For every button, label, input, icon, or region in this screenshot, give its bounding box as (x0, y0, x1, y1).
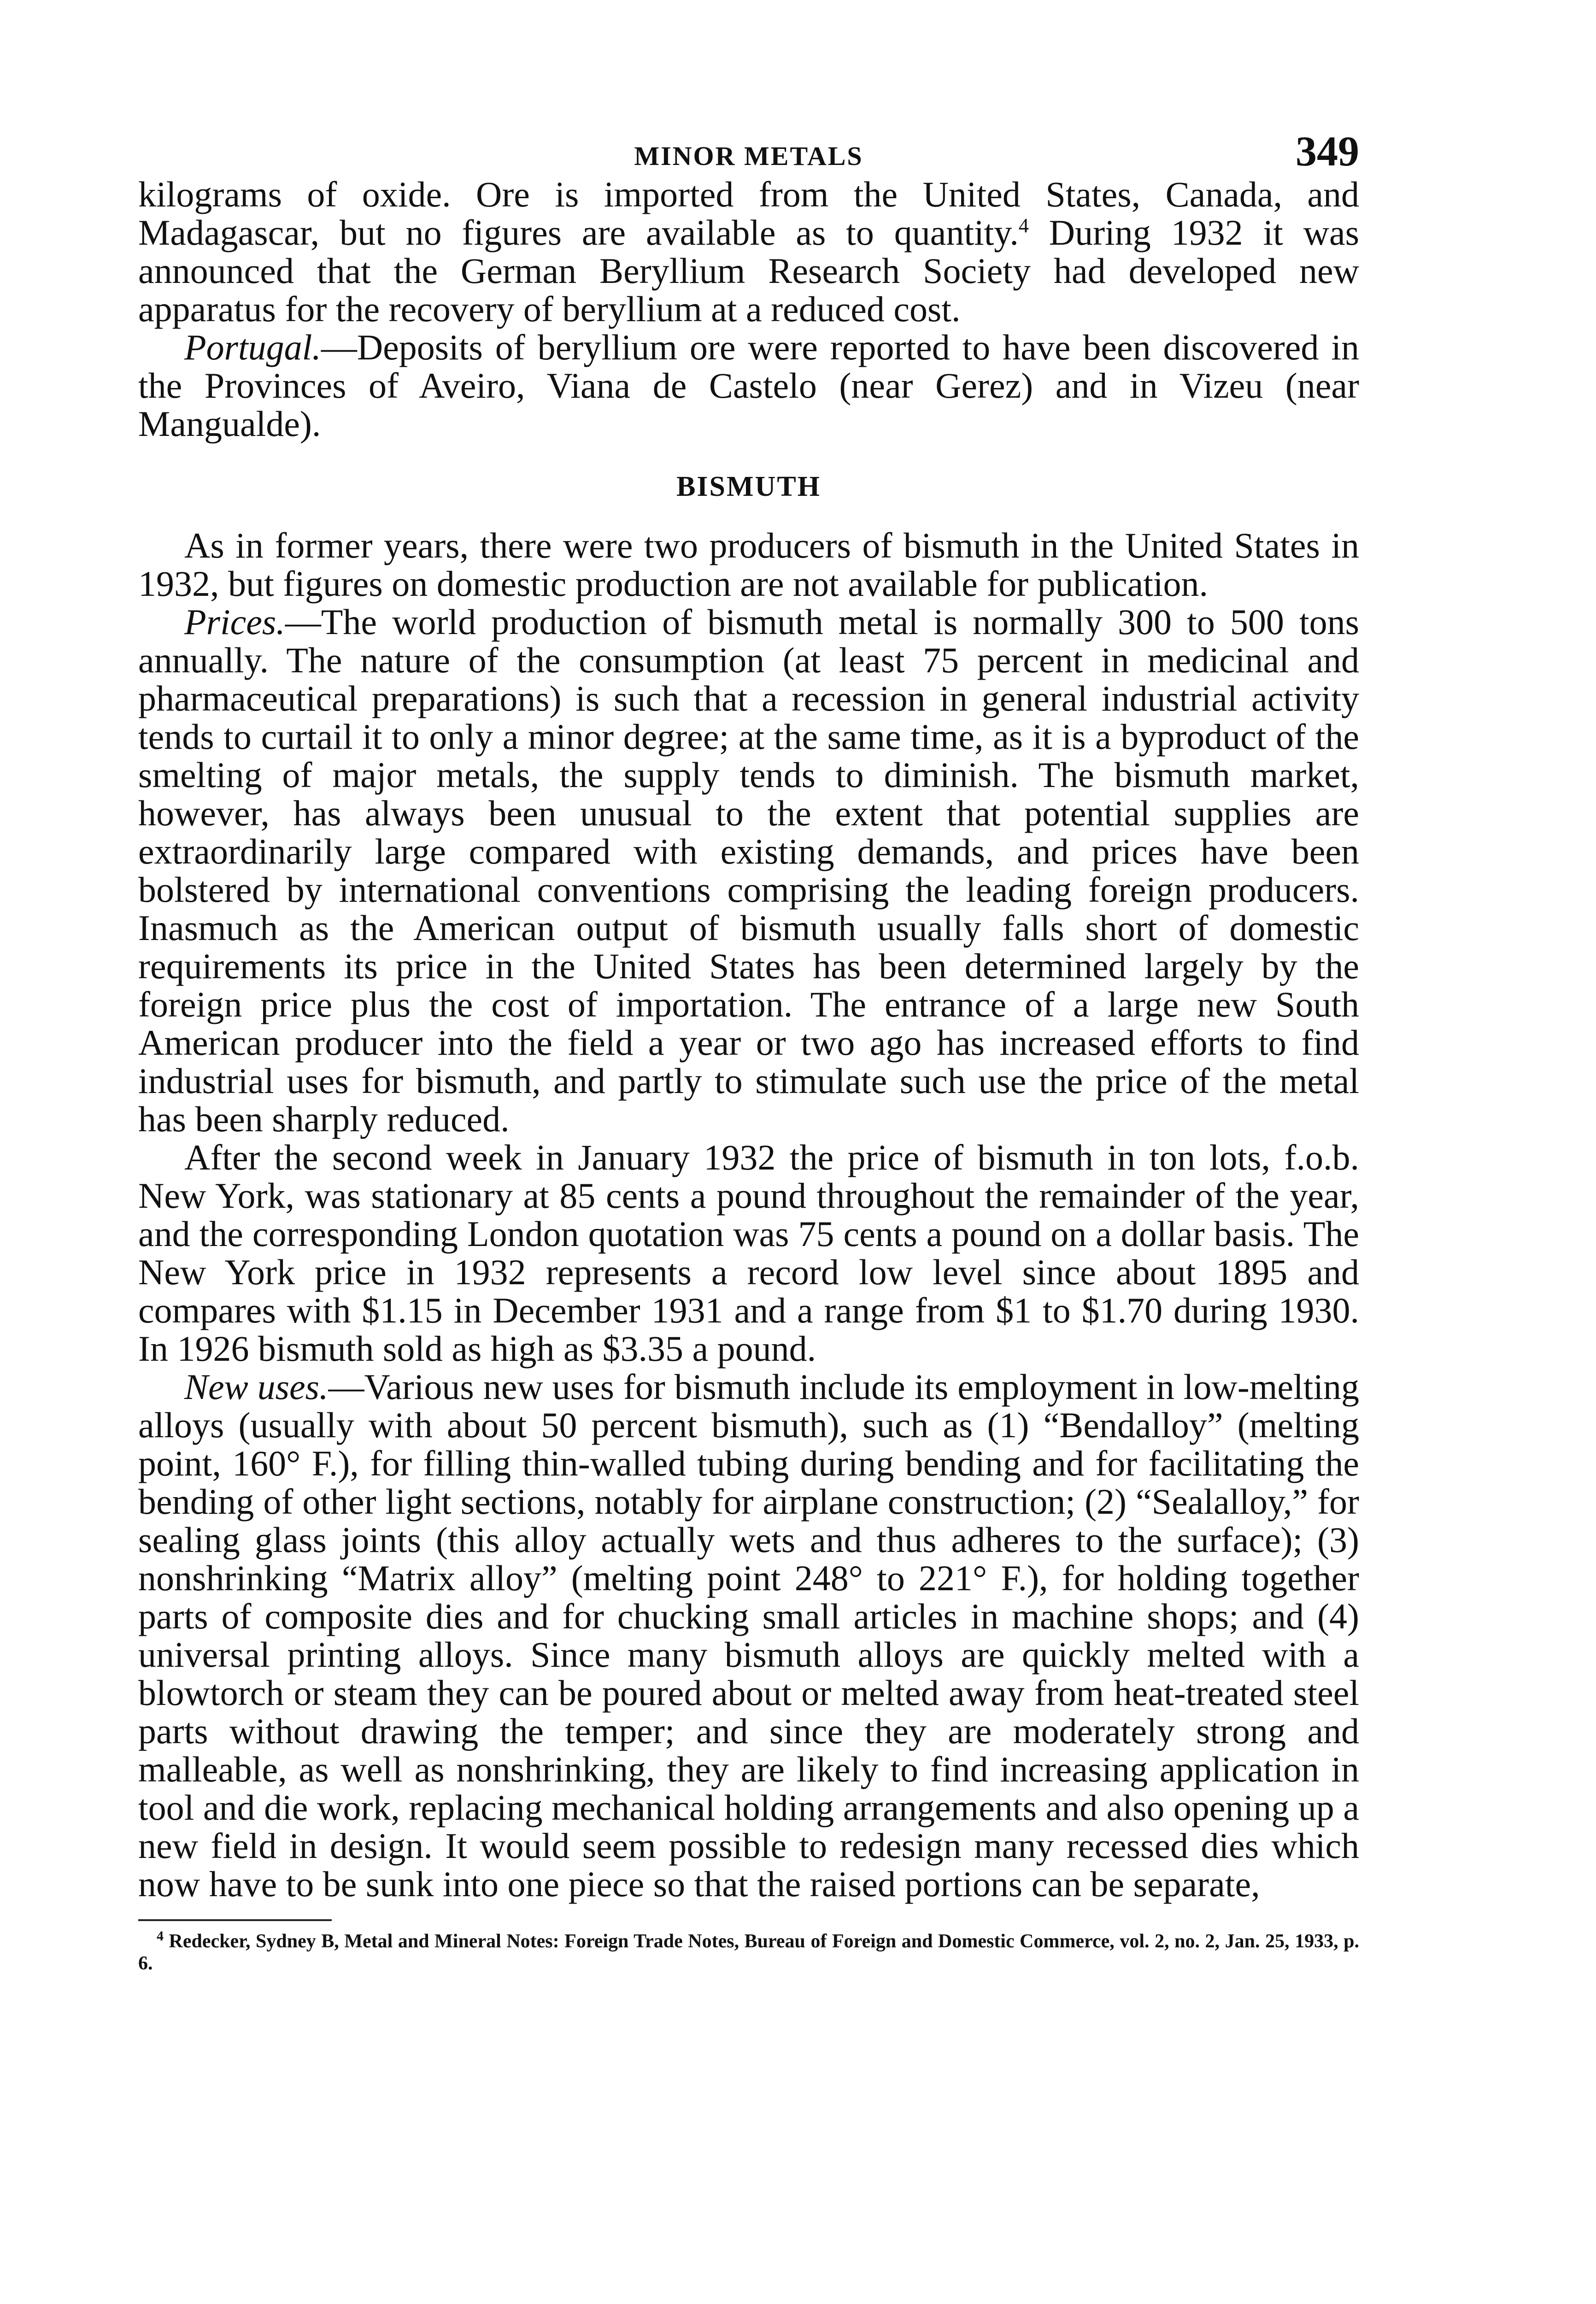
footnote-mark: 4 (157, 1928, 164, 1944)
paragraph-text: During 1932 it was announced that the German Beryllium Research Society had developed new apparatus for the recovery of beryllium at a reduced cost. (138, 212, 1359, 329)
page-number: 349 (1296, 128, 1359, 175)
running-head: MINOR METALS (634, 141, 863, 171)
paragraph-bismuth-producers (138, 526, 1359, 603)
footnote (138, 1930, 1359, 1975)
paragraph-price-1932 (138, 1138, 1359, 1368)
paragraph-new-uses (138, 1368, 1359, 1903)
paragraph-text: After the second week in January 1932 the price of bismuth in ton lots, f.o.b. New York, was stationary at 85 cents a pound throughout the remainder of the year, and the corresponding London quotation was 75 cents a pound on a dollar basis. The New York price in 1932 represents a record low level since about 1895 and compares with $1.15 in December 1931 and a range from $1 to $1.70 during 1930. In 1926 bismuth sold as high as $3.35 a pound. (138, 1137, 1359, 1369)
paragraph-text: As in former years, there were two producers of bismuth in the United States in 1932, but figures on domestic production are not available for publication. (138, 525, 1359, 604)
document-page (138, 115, 1359, 1975)
paragraph-prices (138, 603, 1359, 1138)
paragraph-text: —Deposits of beryllium ore were reported to have been discovered in the Provinces of Aveiro, Viana de Castelo (near Gerez) and in Vizeu (near Mangualde). (138, 327, 1359, 444)
body-text (138, 175, 1359, 1903)
paragraph-text: kilograms of oxide. Ore is imported from the United States, Canada, and Madagascar, but no figures are available as to quantity. (138, 174, 1359, 253)
paragraph-portugal (138, 328, 1359, 443)
footnote-text: Redecker, Sydney B, Metal and Mineral Notes: Foreign Trade Notes, Bureau of Foreign and Domestic Commerce, vol. 2, no. 2, Jan. 25, 1933, p. 6. (138, 1931, 1359, 1974)
run-in-heading: Prices. (184, 602, 285, 642)
run-in-heading: New uses. (184, 1367, 329, 1407)
footnote-divider (138, 1919, 332, 1921)
footnote-reference: 4 (1018, 214, 1029, 237)
paragraph-beryllium-continued (138, 175, 1359, 328)
section-heading-bismuth: BISMUTH (676, 471, 821, 502)
run-in-heading: Portugal. (184, 327, 321, 367)
paragraph-text: —The world production of bismuth metal is normally 300 to 500 tons annually. The nature of the consumption (at least 75 percent in medicinal and pharmaceutical preparations) is such that a recession in general industrial activity tends to curtail it to only a minor degree; at the same time, as it is a byproduct of the smelting of major metals, the supply tends to diminish. The bismuth market, however, has always been unusual to the extent that potential supplies are extraordinarily large compared with existing demands, and prices have been bolstered by international conventions comprising the leading foreign producers. Inasmuch as the American output of bismuth usually falls short of domestic requirements its price in the United States has been determined largely by the foreign price plus the cost of importation. The entrance of a large new South American producer into the field a year or two ago has increased efforts to find industrial uses for bismuth, and partly to stimulate such use the price of the metal has been sharply reduced. (138, 602, 1359, 1139)
paragraph-text: —Various new uses for bismuth include its employment in low-melting alloys (usually with about 50 percent bismuth), such as (1) “Bendalloy” (melting point, 160° F.), for filling thin-walled tubing during bending and for facilitating the bending of other light sections, notably for airplane construction; (2) “Sealalloy,” for sealing glass joints (this alloy actually wets and thus adheres to the surface); (3) nonshrinking “Matrix alloy” (melting point 248° to 221° F.), for holding together parts of composite dies and for chucking small articles in machine shops; and (4) universal printing alloys. Since many bismuth alloys are quickly melted with a blowtorch or steam they can be poured about or melted away from heat-treated steel parts without drawing the temper; and since they are moderately strong and malleable, as well as nonshrinking, they are likely to find increasing application in tool and die work, replacing mechanical holding arrangements and also opening up a new field in design. It would seem possible to redesign many recessed dies which now have to be sunk into one piece so that the raised portions can be separate, (138, 1367, 1359, 1904)
page-header (138, 115, 1359, 175)
